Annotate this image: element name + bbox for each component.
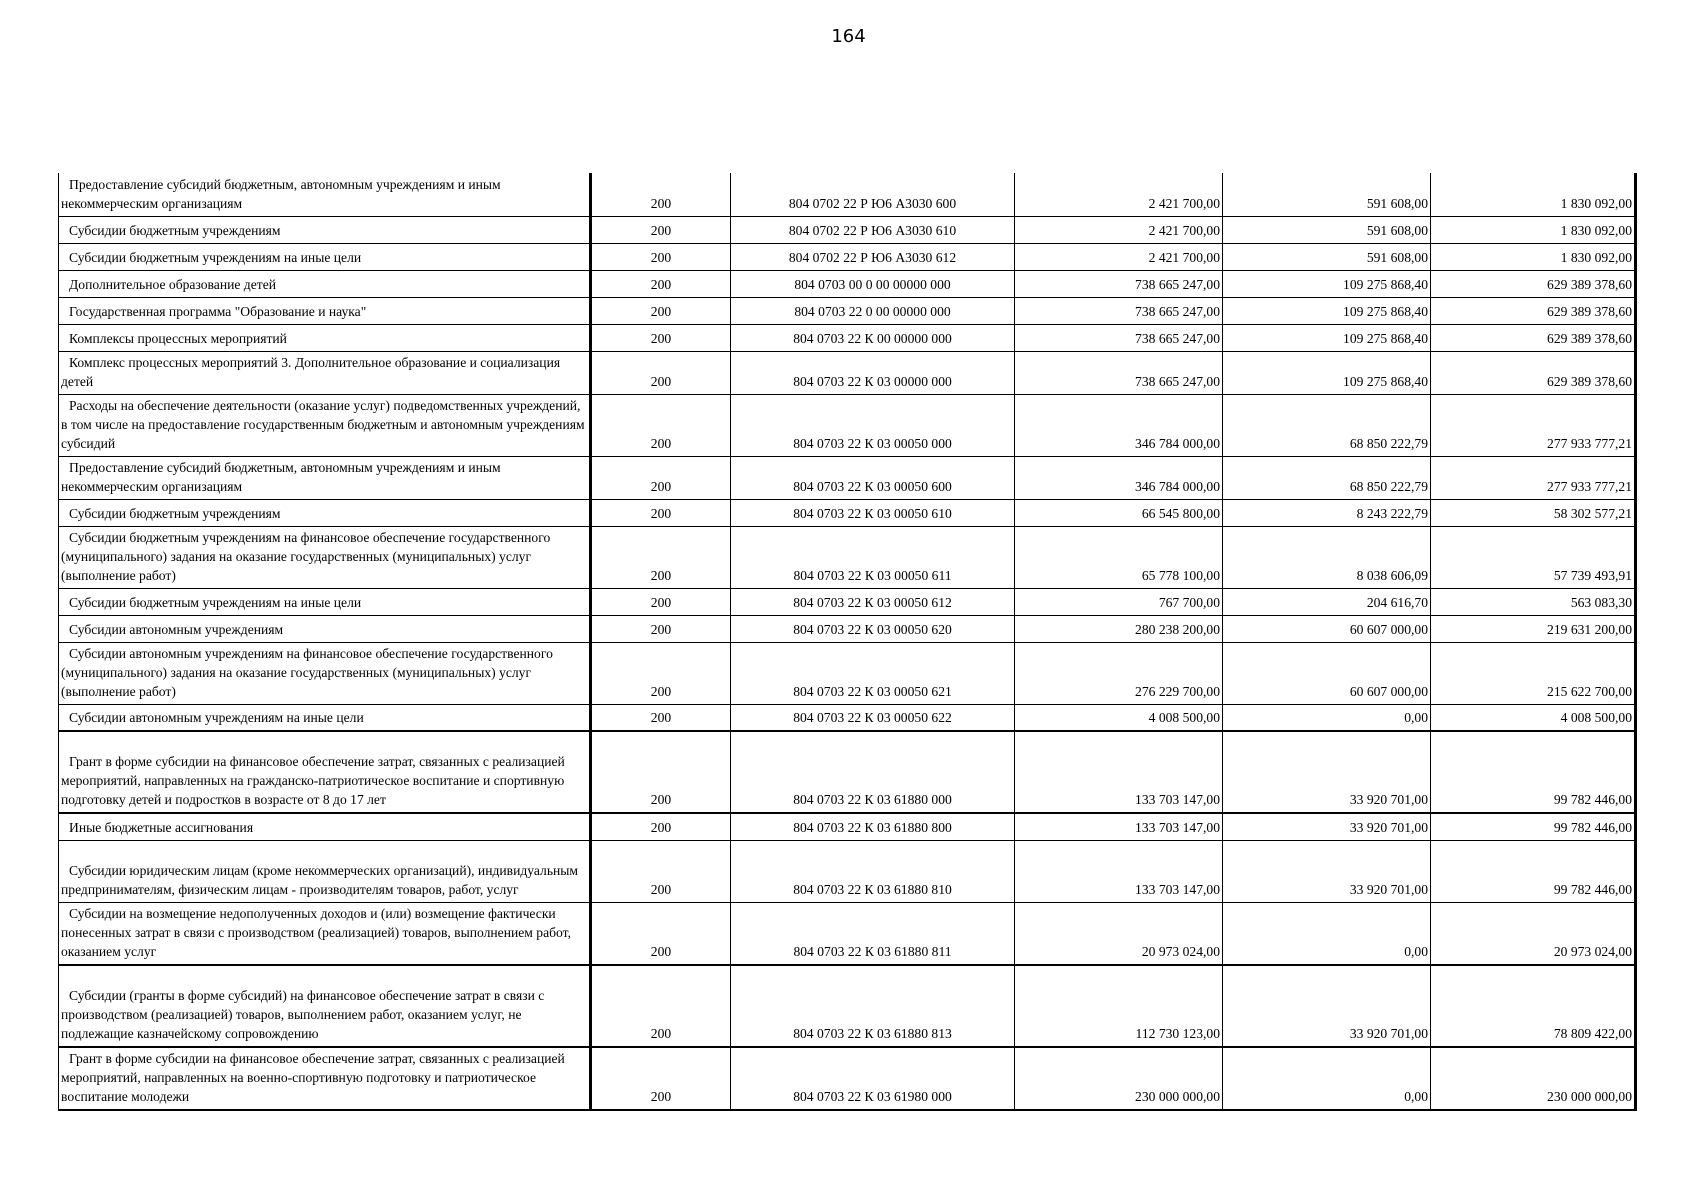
table-row — [59, 615, 1636, 642]
row-approved: 276 229 700,00 — [1015, 642, 1223, 704]
table-row — [59, 456, 1636, 499]
row-approved: 738 665 247,00 — [1015, 351, 1223, 394]
row-code: 200 — [591, 324, 731, 351]
row-executed: 68 850 222,79 — [1223, 456, 1431, 499]
row-name: Субсидии бюджетным учреждениям — [59, 216, 591, 243]
row-name: Субсидии бюджетным учреждениям на финансовое обеспечение государственного (муниципального) задания на оказание государственных (муниципальных) услуг (выполнение работ) — [59, 526, 591, 588]
row-remaining: 57 739 493,91 — [1431, 526, 1636, 588]
row-approved: 112 730 123,00 — [1015, 965, 1223, 1047]
row-name: Субсидии автономным учреждениям — [59, 615, 591, 642]
row-remaining: 215 622 700,00 — [1431, 642, 1636, 704]
row-approved: 2 421 700,00 — [1015, 216, 1223, 243]
row-executed: 33 920 701,00 — [1223, 965, 1431, 1047]
table-row — [59, 526, 1636, 588]
row-name: Предоставление субсидий бюджетным, автономным учреждениям и иным некоммерческим организациям — [59, 173, 591, 216]
table-row — [59, 351, 1636, 394]
row-remaining: 4 008 500,00 — [1431, 704, 1636, 731]
row-approved: 133 703 147,00 — [1015, 840, 1223, 902]
row-remaining: 629 389 378,60 — [1431, 297, 1636, 324]
table-row — [59, 813, 1636, 840]
row-code: 200 — [591, 965, 731, 1047]
row-remaining: 629 389 378,60 — [1431, 324, 1636, 351]
row-approved: 346 784 000,00 — [1015, 456, 1223, 499]
row-approved: 738 665 247,00 — [1015, 270, 1223, 297]
table-row — [59, 173, 1636, 216]
row-kbk: 804 0703 22 К 03 61880 810 — [731, 840, 1015, 902]
row-remaining: 629 389 378,60 — [1431, 270, 1636, 297]
row-kbk: 804 0703 22 К 03 61980 000 — [731, 1047, 1015, 1110]
row-code: 200 — [591, 173, 731, 216]
row-name: Дополнительное образование детей — [59, 270, 591, 297]
table-row — [59, 1047, 1636, 1110]
row-kbk: 804 0703 22 К 03 00050 612 — [731, 588, 1015, 615]
table-row — [59, 642, 1636, 704]
row-executed: 591 608,00 — [1223, 216, 1431, 243]
row-name: Субсидии бюджетным учреждениям — [59, 499, 591, 526]
row-name: Грант в форме субсидии на финансовое обеспечение затрат, связанных с реализацией мероприятий, направленных на гражданско-патриотическое воспитание и спортивную подготовку детей и подростков в возрасте от 8 до 17 лет — [59, 731, 591, 813]
row-approved: 346 784 000,00 — [1015, 394, 1223, 456]
row-code: 200 — [591, 1047, 731, 1110]
row-approved: 230 000 000,00 — [1015, 1047, 1223, 1110]
row-code: 200 — [591, 642, 731, 704]
row-approved: 66 545 800,00 — [1015, 499, 1223, 526]
row-name: Субсидии юридическим лицам (кроме некоммерческих организаций), индивидуальным предпринимателям, физическим лицам - производителям товаров, работ, услуг — [59, 840, 591, 902]
row-remaining: 1 830 092,00 — [1431, 216, 1636, 243]
row-approved: 20 973 024,00 — [1015, 902, 1223, 965]
row-executed: 109 275 868,40 — [1223, 351, 1431, 394]
row-code: 200 — [591, 813, 731, 840]
row-kbk: 804 0703 22 К 03 61880 000 — [731, 731, 1015, 813]
row-executed: 204 616,70 — [1223, 588, 1431, 615]
budget-table — [58, 173, 1637, 1111]
table-row — [59, 840, 1636, 902]
table-row — [59, 902, 1636, 965]
table-row — [59, 270, 1636, 297]
row-kbk: 804 0703 22 0 00 00000 000 — [731, 297, 1015, 324]
row-code: 200 — [591, 216, 731, 243]
row-kbk: 804 0702 22 Р Ю6 А3030 600 — [731, 173, 1015, 216]
row-code: 200 — [591, 704, 731, 731]
row-kbk: 804 0703 22 К 03 00050 621 — [731, 642, 1015, 704]
table-row — [59, 965, 1636, 1047]
row-executed: 0,00 — [1223, 902, 1431, 965]
table-row — [59, 394, 1636, 456]
row-kbk: 804 0702 22 Р Ю6 А3030 612 — [731, 243, 1015, 270]
row-code: 200 — [591, 394, 731, 456]
row-name: Расходы на обеспечение деятельности (оказание услуг) подведомственных учреждений, в том числе на предоставление государственным бюджетным и автономным учреждениям субсидий — [59, 394, 591, 456]
row-remaining: 1 830 092,00 — [1431, 243, 1636, 270]
row-remaining: 99 782 446,00 — [1431, 731, 1636, 813]
row-remaining: 99 782 446,00 — [1431, 813, 1636, 840]
row-code: 200 — [591, 243, 731, 270]
row-code: 200 — [591, 297, 731, 324]
row-name: Комплекс процессных мероприятий 3. Дополнительное образование и социализация детей — [59, 351, 591, 394]
row-name: Субсидии на возмещение недополученных доходов и (или) возмещение фактически понесенных затрат в связи с производством (реализацией) товаров, выполнением работ, оказанием услуг — [59, 902, 591, 965]
row-approved: 767 700,00 — [1015, 588, 1223, 615]
row-executed: 591 608,00 — [1223, 243, 1431, 270]
row-code: 200 — [591, 731, 731, 813]
row-kbk: 804 0703 22 К 03 00050 622 — [731, 704, 1015, 731]
row-executed: 60 607 000,00 — [1223, 642, 1431, 704]
row-kbk: 804 0702 22 Р Ю6 А3030 610 — [731, 216, 1015, 243]
row-kbk: 804 0703 22 К 03 61880 811 — [731, 902, 1015, 965]
row-code: 200 — [591, 840, 731, 902]
row-remaining: 20 973 024,00 — [1431, 902, 1636, 965]
row-code: 200 — [591, 902, 731, 965]
row-remaining: 277 933 777,21 — [1431, 394, 1636, 456]
row-name: Комплексы процессных мероприятий — [59, 324, 591, 351]
row-remaining: 99 782 446,00 — [1431, 840, 1636, 902]
row-kbk: 804 0703 22 К 03 00050 000 — [731, 394, 1015, 456]
row-remaining: 78 809 422,00 — [1431, 965, 1636, 1047]
table-row — [59, 731, 1636, 813]
row-executed: 0,00 — [1223, 1047, 1431, 1110]
row-name: Субсидии (гранты в форме субсидий) на финансовое обеспечение затрат в связи с производством (реализацией) товаров, выполнением работ, оказанием услуг, не подлежащие казначейскому сопровождению — [59, 965, 591, 1047]
row-executed: 33 920 701,00 — [1223, 840, 1431, 902]
row-remaining: 58 302 577,21 — [1431, 499, 1636, 526]
row-code: 200 — [591, 588, 731, 615]
table-row — [59, 499, 1636, 526]
row-remaining: 219 631 200,00 — [1431, 615, 1636, 642]
row-code: 200 — [591, 456, 731, 499]
row-name: Государственная программа "Образование и наука" — [59, 297, 591, 324]
row-name: Предоставление субсидий бюджетным, автономным учреждениям и иным некоммерческим организациям — [59, 456, 591, 499]
row-code: 200 — [591, 526, 731, 588]
table-row — [59, 243, 1636, 270]
row-executed: 8 243 222,79 — [1223, 499, 1431, 526]
row-executed: 60 607 000,00 — [1223, 615, 1431, 642]
table-row — [59, 324, 1636, 351]
row-approved: 4 008 500,00 — [1015, 704, 1223, 731]
row-name: Иные бюджетные ассигнования — [59, 813, 591, 840]
row-kbk: 804 0703 22 К 00 00000 000 — [731, 324, 1015, 351]
row-name: Субсидии бюджетным учреждениям на иные цели — [59, 588, 591, 615]
row-kbk: 804 0703 22 К 03 61880 800 — [731, 813, 1015, 840]
row-remaining: 277 933 777,21 — [1431, 456, 1636, 499]
row-kbk: 804 0703 22 К 03 00050 600 — [731, 456, 1015, 499]
row-code: 200 — [591, 615, 731, 642]
row-approved: 133 703 147,00 — [1015, 813, 1223, 840]
row-kbk: 804 0703 22 К 03 00050 610 — [731, 499, 1015, 526]
row-approved: 280 238 200,00 — [1015, 615, 1223, 642]
row-executed: 68 850 222,79 — [1223, 394, 1431, 456]
row-kbk: 804 0703 22 К 03 00050 620 — [731, 615, 1015, 642]
row-kbk: 804 0703 22 К 03 00000 000 — [731, 351, 1015, 394]
row-kbk: 804 0703 22 К 03 00050 611 — [731, 526, 1015, 588]
row-approved: 738 665 247,00 — [1015, 297, 1223, 324]
row-remaining: 1 830 092,00 — [1431, 173, 1636, 216]
row-name: Субсидии автономным учреждениям на иные цели — [59, 704, 591, 731]
row-name: Субсидии автономным учреждениям на финансовое обеспечение государственного (муниципального) задания на оказание государственных (муниципальных) услуг (выполнение работ) — [59, 642, 591, 704]
row-executed: 109 275 868,40 — [1223, 297, 1431, 324]
table-row — [59, 704, 1636, 731]
row-name: Субсидии бюджетным учреждениям на иные цели — [59, 243, 591, 270]
row-remaining: 230 000 000,00 — [1431, 1047, 1636, 1110]
row-executed: 0,00 — [1223, 704, 1431, 731]
row-remaining: 563 083,30 — [1431, 588, 1636, 615]
row-name: Грант в форме субсидии на финансовое обеспечение затрат, связанных с реализацией мероприятий, направленных на военно-спортивную подготовку и патриотическое воспитание молодежи — [59, 1047, 591, 1110]
row-executed: 109 275 868,40 — [1223, 270, 1431, 297]
row-approved: 2 421 700,00 — [1015, 243, 1223, 270]
row-executed: 33 920 701,00 — [1223, 813, 1431, 840]
table-row — [59, 588, 1636, 615]
row-executed: 109 275 868,40 — [1223, 324, 1431, 351]
row-code: 200 — [591, 499, 731, 526]
row-approved: 2 421 700,00 — [1015, 173, 1223, 216]
row-remaining: 629 389 378,60 — [1431, 351, 1636, 394]
row-approved: 738 665 247,00 — [1015, 324, 1223, 351]
row-executed: 591 608,00 — [1223, 173, 1431, 216]
row-approved: 133 703 147,00 — [1015, 731, 1223, 813]
row-code: 200 — [591, 351, 731, 394]
page-number: 164 — [831, 26, 866, 47]
table-row — [59, 297, 1636, 324]
row-code: 200 — [591, 270, 731, 297]
table-row — [59, 216, 1636, 243]
row-kbk: 804 0703 00 0 00 00000 000 — [731, 270, 1015, 297]
row-approved: 65 778 100,00 — [1015, 526, 1223, 588]
row-executed: 8 038 606,09 — [1223, 526, 1431, 588]
row-executed: 33 920 701,00 — [1223, 731, 1431, 813]
row-kbk: 804 0703 22 К 03 61880 813 — [731, 965, 1015, 1047]
